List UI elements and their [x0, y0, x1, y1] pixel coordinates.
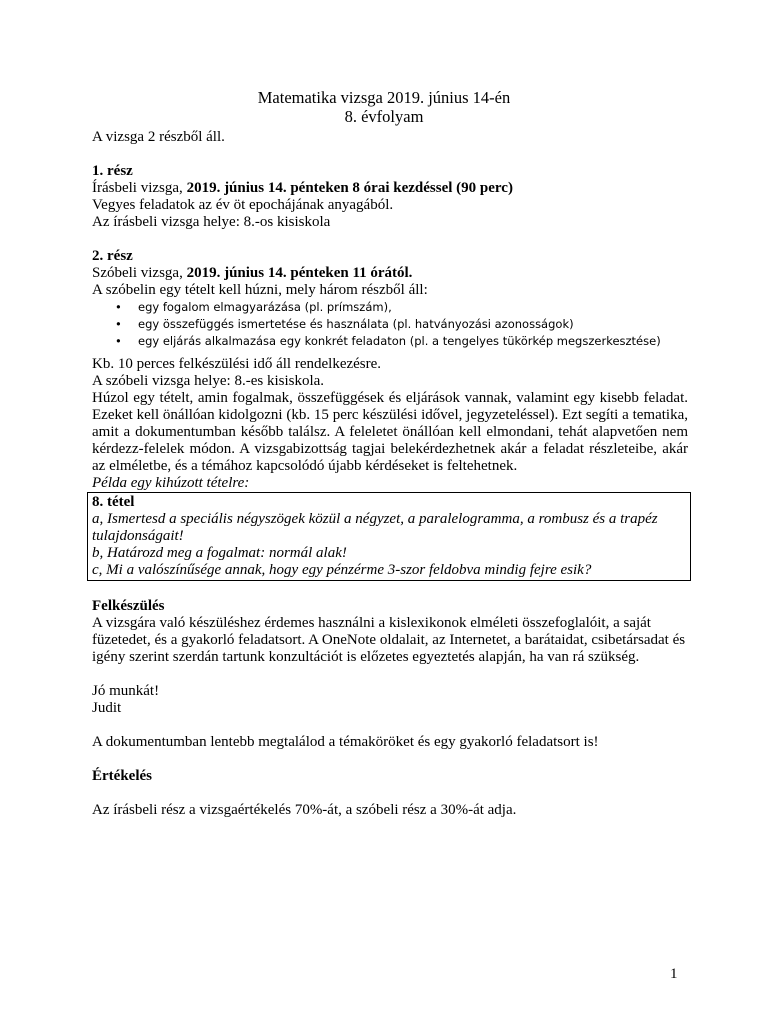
evaluation-text: Az írásbeli rész a vizsgaértékelés 70%-át, a szóbeli rész a 30%-át adja.: [92, 802, 517, 818]
part1-content: Vegyes feladatok az év öt epochájának anyagából.: [92, 197, 394, 213]
part2-location: A szóbeli vizsga helye: 8.-es kisiskola.: [92, 373, 325, 389]
example-item-b: b, Határozd meg a fogalmat: normál alak!: [92, 545, 347, 561]
list-item: [92, 333, 688, 350]
title-line-2: 8. évfolyam: [344, 107, 424, 126]
example-item-a: a, Ismertesd a speciális négyszögek közül a négyzet, a paralelogramma, a rombusz és a trapéz tulajdonságait!: [92, 511, 658, 544]
title-line-1: Matematika vizsga 2019. június 14-én: [257, 88, 511, 107]
part1-heading: 1. rész: [92, 163, 133, 179]
part2-bullet-list: [92, 299, 688, 350]
list-item: [92, 316, 688, 333]
closing-wish: Jó munkát!: [92, 683, 160, 699]
closing-signature: Judit: [92, 700, 122, 716]
spacer: [92, 666, 688, 683]
example-exam-box: [87, 492, 691, 581]
part1-location: Az írásbeli vizsga helye: 8.-os kisiskola: [92, 214, 331, 230]
example-item-c: c, Mi a valószínűsége annak, hogy egy pénzérme 3-szor feldobva mindig fejre esik?: [92, 562, 592, 578]
part2-exam-type: Szóbeli vizsga,: [92, 265, 187, 281]
spacer: [92, 751, 688, 768]
part2-prep-time: Kb. 10 perces felkészülési idő áll rendelkezésre.: [92, 356, 382, 372]
bullet-icon: •: [115, 300, 122, 314]
preparation-text: A vizsgára való készüléshez érdemes használni a kislexikonok elméleti összefoglalóit, a saját füzetedet, és a gyakorló feladatsort. A OneNote oldalait, az Internetet, a barátaidat, csibetársadat és igény szerint szerdán tartunk konzultációt is előzetes egyeztetés alapján, ha van rá szükség.: [92, 615, 686, 665]
part2-exam-info: [92, 265, 688, 282]
part2-structure: A szóbelin egy tételt kell húzni, mely három részből áll:: [92, 282, 428, 298]
evaluation-heading: Értékelés: [92, 768, 152, 784]
document-body: [92, 129, 688, 819]
intro-text: A vizsga 2 részből áll.: [92, 129, 225, 145]
part2-description: Húzol egy tételt, amin fogalmak, összefüggések és eljárások vannak, valamint egy kisebb feladat. Ezeket kell önállóan kidolgozni (kb. 15 perc készülési idővel, jegyzeteléssel). Ezt segíti a tematika, amit a dokumentumban később találsz. A feleletet önállóan kell elmondani, tehát alapvetően nem kérdezz-felelek módon. A vizsgabizottság tagjai belekérdezhetnek akár a feladat részleteibe, akár az elméletbe, és a témához kapcsolódó újabb kérdéseket is feltehetnek.: [92, 390, 688, 474]
bullet-icon: •: [115, 317, 122, 331]
list-item: [92, 299, 688, 316]
document-title: [0, 88, 768, 126]
spacer: [92, 231, 688, 248]
spacer: [92, 717, 688, 734]
preparation-heading: Felkészülés: [92, 598, 165, 614]
closing-note: A dokumentumban lentebb megtalálod a témaköröket és egy gyakorló feladatsort is!: [92, 734, 599, 750]
spacer: [92, 785, 688, 802]
part2-example-label: Példa egy kihúzott tételre:: [92, 475, 250, 491]
part2-exam-date: 2019. június 14. pénteken 11 órától.: [186, 265, 413, 281]
list-item-text: egy fogalom elmagyarázása (pl. prímszám),: [138, 300, 392, 314]
list-item-text: egy összefüggés ismertetése és használata (pl. hatványozási azonosságok): [138, 317, 574, 331]
part2-heading: 2. rész: [92, 248, 133, 264]
part1-exam-type: Írásbeli vizsga,: [92, 180, 187, 196]
page-number: 1: [670, 966, 678, 982]
spacer: [92, 581, 688, 598]
spacer: [92, 146, 688, 163]
example-box-heading: 8. tétel: [92, 494, 135, 510]
part1-exam-date: 2019. június 14. pénteken 8 órai kezdéssel (90 perc): [186, 180, 513, 196]
bullet-icon: •: [115, 334, 122, 348]
part1-exam-info: [92, 180, 688, 197]
list-item-text: egy eljárás alkalmazása egy konkrét feladaton (pl. a tengelyes tükörkép megszerkesztése): [138, 334, 661, 348]
